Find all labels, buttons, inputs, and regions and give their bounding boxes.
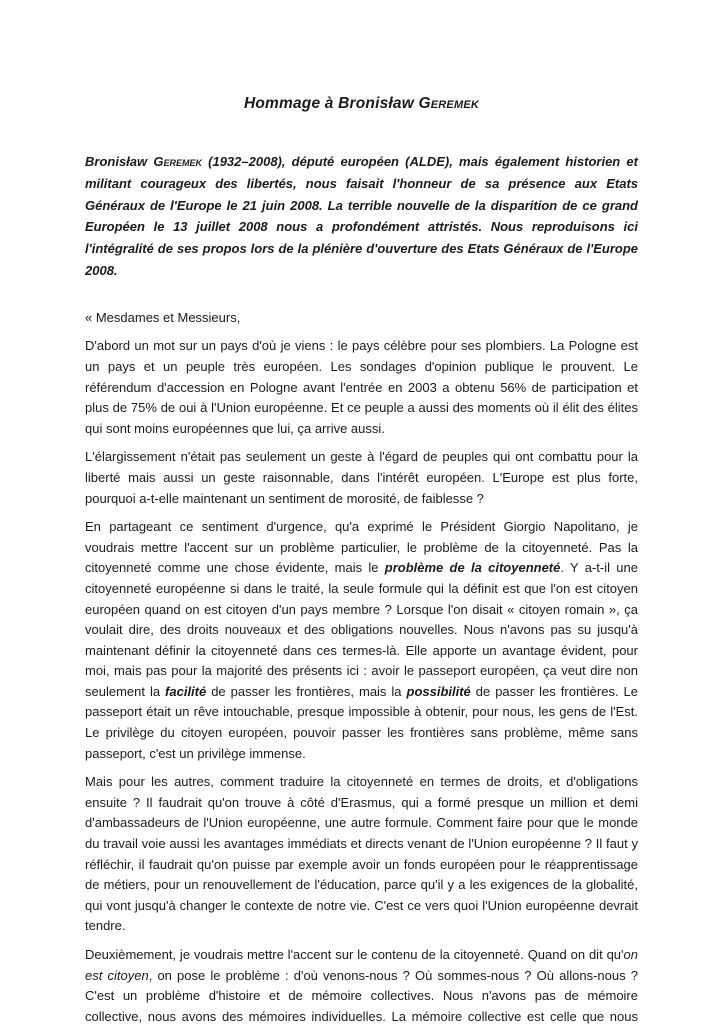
document-body <box>85 336 638 1024</box>
intro-paragraph <box>85 151 638 282</box>
text-segment: . Y a-t-il une citoyenneté européenne si dans le traité, la seule formule qui la définit est que l'on est citoyen européen quand on est citoyen d'un pays membre ? Lorsque l'on disait « citoyen romain », ça voulait dire, des droits nouveaux et des obligations nouvelles. Nous n'avons pas su jusqu'à maintenant définir la citoyenneté dans ces termes-là. Elle apporte un avantage évident, pour moi, mais pas pour la majorité des présents ici : avoir le passeport européen, ça veut dire non seulement la <box>85 560 638 699</box>
text-segment: Hommage à Bronisław <box>243 95 419 112</box>
text-segment: Deuxièmement, je voudrais mettre l'accent sur le contenu de la citoyenneté. Quand on dit qu' <box>85 947 624 962</box>
smallcaps-text: Geremek <box>153 154 202 169</box>
smallcaps-text: Geremek <box>418 95 480 112</box>
paragraph <box>85 447 638 509</box>
salutation: « Mesdames et Messieurs, <box>85 309 241 325</box>
emphasized-text: possibilité <box>406 683 471 699</box>
text-segment: L'élargissement n'était pas seulement un geste à l'égard de peuples qui ont combattu pour la liberté mais aussi un geste raisonnable, dans l'intérêt européen. L'Europe est plus forte, pourquoi a-t-elle maintenant un sentiment de morosité, de faiblesse ? <box>85 449 638 506</box>
paragraph <box>85 772 638 937</box>
text-segment: Bronisław <box>85 154 154 169</box>
emphasized-text: problème de la citoyenneté <box>384 560 561 576</box>
text-segment: (1932–2008), député européen (ALDE), mais également historien et militant courageux des libertés, nous faisait l'honneur de sa présence aux Etats Généraux de l'Europe le 21 juin 2008. La terrible nouvelle de la disparition de ce grand Européen le 13 juillet 2008 nous a profondément attristés. Nous reproduisons ici l'intégralité de ses propos lors de la plénière d'ouverture des Etats Généraux de l'Europe 2008. <box>85 154 638 278</box>
text-segment: de passer les frontières. Le passeport était un rêve intouchable, presque impossible à obtenir, pour nous, les gens de l'Est. Le privilège du citoyen européen, pouvoir passer les frontières sans problème, même sans passeport, c'est un privilège immense. <box>85 683 639 761</box>
paragraph <box>85 945 638 1024</box>
emphasized-text: facilité <box>165 683 207 699</box>
document-title <box>85 95 638 113</box>
emphasized-text: on est citoyen <box>85 947 638 983</box>
text-segment: Mais pour les autres, comment traduire la citoyenneté en termes de droits, et d'obligations ensuite ? Il faudrait qu'on trouve à côté d'Erasmus, qui a formé presque un million et demi d'ambassadeurs de l'Union européenne, une autre formule. Comment faire pour que le monde du travail voie aussi les avantages immédiats et directs venant de l'Union européenne ? Il faut y réfléchir, il faudrait qu'on puisse par exemple avoir un fonds européen pour le réapprentissage de métiers, pour un renouvellement de l'éducation, parce qu'il y a les exigences de la globalité, qui vont jusqu'à changer le contexte de notre vie. C'est ce vers quoi l'Union européenne devrait tendre. <box>85 774 638 934</box>
paragraph <box>85 336 638 439</box>
text-segment: de passer les frontières, mais la <box>206 683 407 699</box>
text-segment: , on pose le problème : d'où venons-nous ? Où sommes-nous ? Où allons-nous ? C'est un problème d'histoire et de mémoire collectives. Nous n'avons pas de mémoire collective, nous avons des mémoires individuelles. La mémoire collective est celle que nous <box>85 967 638 1024</box>
text-segment: D'abord un mot sur un pays d'où je viens : le pays célèbre pour ses plombiers. La Pologne est un pays et un peuple très européen. Les sondages d'opinion publique le prouvent. Le référendum d'accession en Pologne avant l'entrée en 2003 a obtenu 56% de participation et plus de 75% de oui à l'Union européenne. Et ce peuple a aussi des moments où il élit des élites qui sont moins européennes que lui, ça arrive aussi. <box>85 338 638 436</box>
text-segment: En partageant ce sentiment d'urgence, qu'a exprimé le Président Giorgio Napolitano, je voudrais mettre l'accent sur un problème particulier, le problème de la citoyenneté. Pas la citoyenneté comme une chose évidente, mais le <box>85 519 638 576</box>
paragraph <box>85 517 638 764</box>
